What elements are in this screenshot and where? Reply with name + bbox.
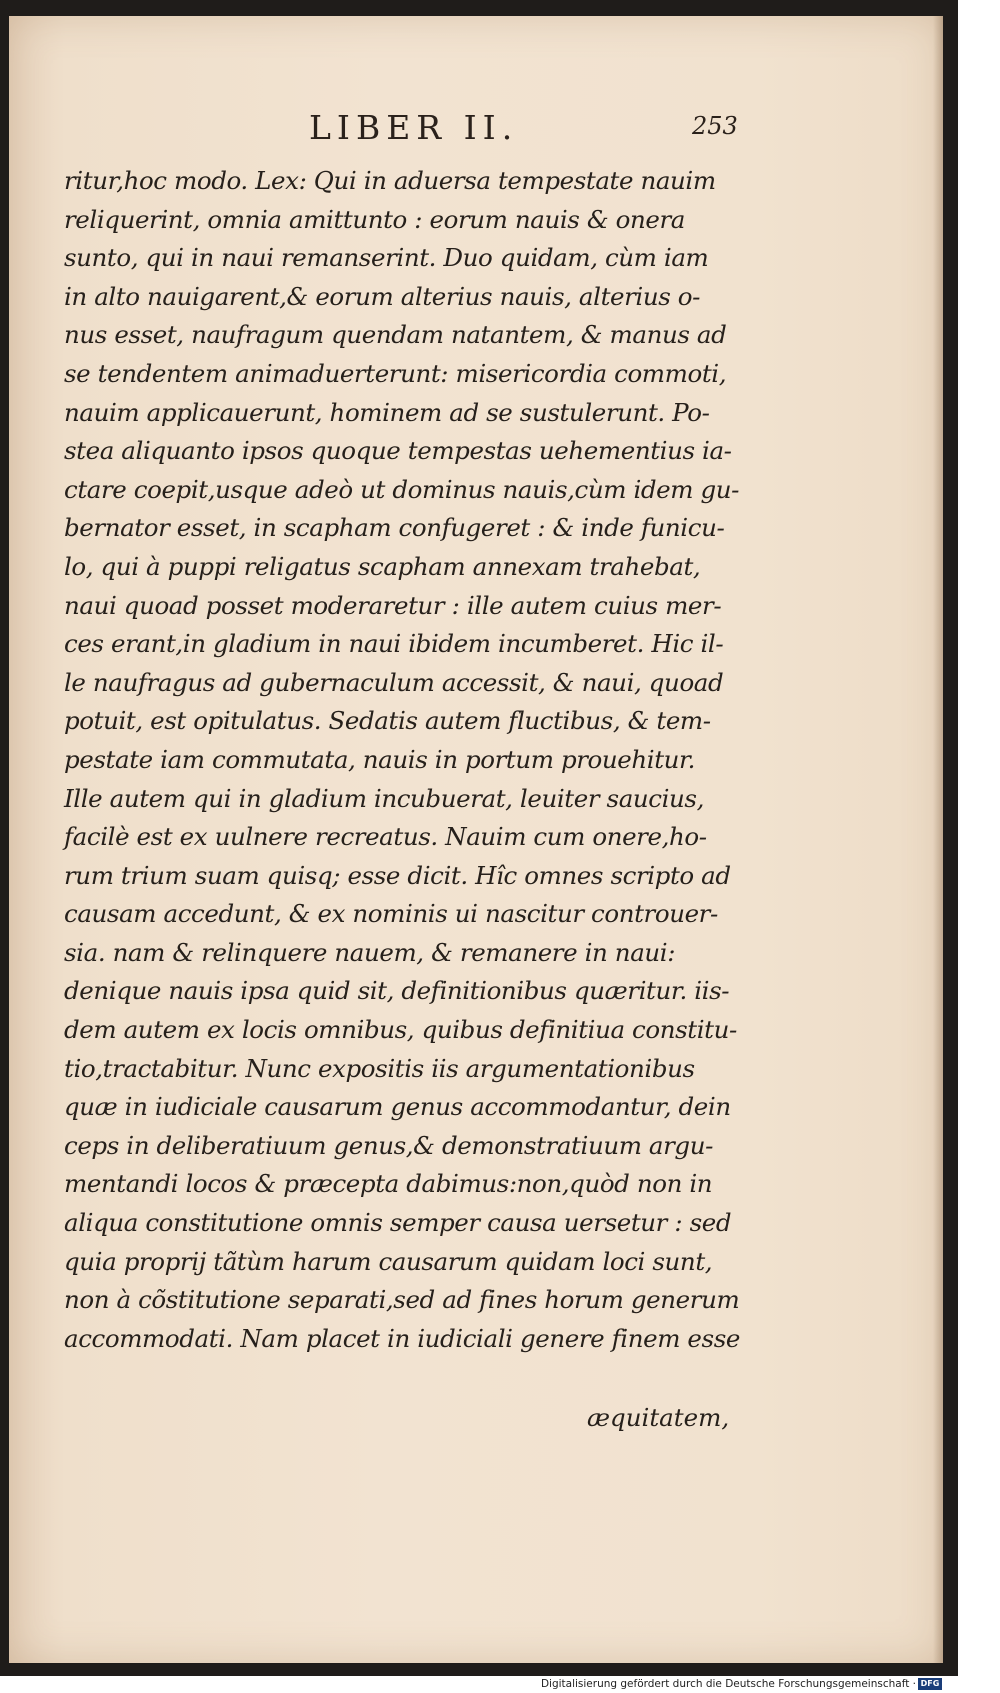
text-line: ces erant,in gladium in naui ibidem incumberet. Hic il- xyxy=(64,629,724,659)
text-line: facilè est ex uulnere recreatus. Nauim cum onere,ho- xyxy=(64,822,707,852)
text-line: Ille autem qui in gladium incubuerat, leuiter saucius, xyxy=(64,783,704,813)
text-line: ctare coepit,usque adeò ut dominus nauis,cùm idem gu- xyxy=(64,474,740,504)
text-line: quia proprij tãtùm harum causarum quidam loci sunt, xyxy=(64,1246,713,1276)
text-line: quæ in iudiciale causarum genus accommodantur, dein xyxy=(64,1092,731,1122)
text-line: denique nauis ipsa quid sit, definitionibus quæritur. iis- xyxy=(64,976,730,1006)
text-line: pestate iam commutata, nauis in portum prouehitur. xyxy=(64,744,696,774)
text-line: accommodati. Nam placet in iudiciali genere finem esse xyxy=(64,1323,740,1353)
text-line: lo, qui à puppi religatus scapham annexam trahebat, xyxy=(64,551,701,581)
text-line: aliqua constitutione omnis semper causa uersetur : sed xyxy=(64,1208,732,1238)
text-line: le naufragus ad gubernaculum accessit, & naui, quoad xyxy=(64,667,724,697)
text-line: stea aliquanto ipsos quoque tempestas uehementius ia- xyxy=(64,436,732,466)
text-line: ceps in deliberatiuum genus,& demonstratiuum argu- xyxy=(64,1130,713,1160)
text-line: naui quoad posset moderaretur : ille autem cuius mer- xyxy=(64,590,722,620)
running-title: LIBER II. xyxy=(309,108,519,147)
text-line: mentandi locos & præcepta dabimus:non,quòd non in xyxy=(64,1169,713,1199)
text-line: causam accedunt, & ex nominis ui nascitur controuer- xyxy=(64,899,718,929)
text-line: rum trium suam quisq; esse dicit. Hîc omnes scripto ad xyxy=(64,860,731,890)
body-text xyxy=(64,162,754,1358)
text-line: sia. nam & relinquere nauem, & remanere in naui: xyxy=(64,937,676,967)
text-line: in alto nauigarent,& eorum alterius nauis, alterius o- xyxy=(64,281,701,311)
text-line: se tendentem animaduerterunt: misericordia commoti, xyxy=(64,358,727,388)
dfg-logo: DFG xyxy=(918,1678,942,1690)
text-line: sunto, qui in naui remanserint. Duo quidam, cùm iam xyxy=(64,243,709,273)
text-line: potuit, est opitulatus. Sedatis autem fluctibus, & tem- xyxy=(64,706,711,736)
book-page xyxy=(9,16,943,1663)
text-line: nauim applicauerunt, hominem ad se sustulerunt. Po- xyxy=(64,397,710,427)
text-line: bernator esset, in scapham confugeret : & inde funicu- xyxy=(64,513,725,543)
text-line: dem autem ex locis omnibus, quibus definitiua constitu- xyxy=(64,1015,737,1045)
catchword: æquitatem, xyxy=(587,1403,730,1432)
digitization-credit: Digitalisierung gefördert durch die Deutsche Forschungsgemeinschaft · xyxy=(540,1678,916,1690)
page-edge-shadow xyxy=(933,16,943,1663)
page-number: 253 xyxy=(692,112,738,140)
text-line: non à cõstitutione separati,sed ad fines horum generum xyxy=(64,1285,740,1315)
text-line: ritur,hoc modo. Lex: Qui in aduersa tempestate nauim xyxy=(64,166,716,195)
running-head xyxy=(9,108,943,148)
text-line: tio,tractabitur. Nunc expositis iis argumentationibus xyxy=(64,1053,695,1083)
text-line: nus esset, naufragum quendam natantem, & manus ad xyxy=(64,320,727,350)
text-line: reliquerint, omnia amittunto : eorum nauis & onera xyxy=(64,204,685,234)
